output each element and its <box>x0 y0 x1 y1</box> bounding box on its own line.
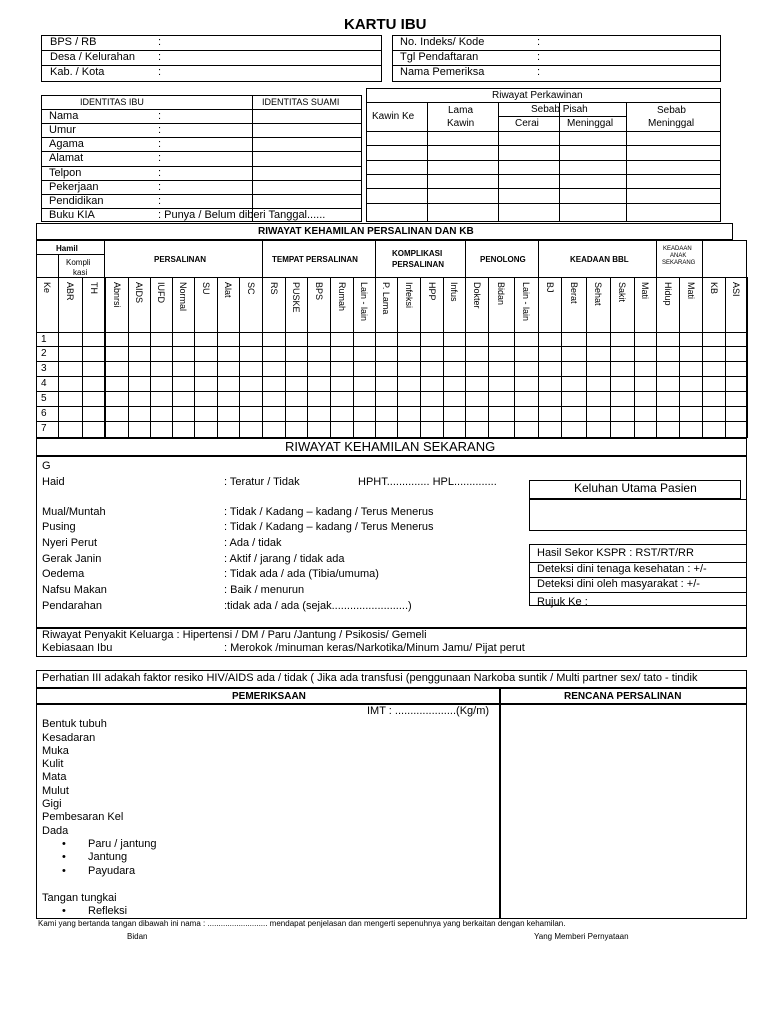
cerai-header: Cerai <box>515 118 539 129</box>
kb-column-header: Rumah <box>336 282 347 312</box>
sebab-header: Sebab <box>657 105 686 116</box>
gravida-label: G <box>42 460 51 472</box>
tempat-header: TEMPAT PERSALINAN <box>272 255 358 264</box>
page-title: KARTU IBU <box>344 16 427 33</box>
bps-label: BPS / RB <box>50 36 97 48</box>
rencana-title: RENCANA PERSALINAN <box>564 691 682 702</box>
identitas-row-value: : <box>158 110 162 122</box>
kb-column-header: Lain - lain <box>359 282 369 322</box>
kb-row-number: 4 <box>41 378 47 389</box>
kota-colon: : <box>158 66 162 78</box>
kspr-text: Hasil Sekor KSPR : RST/RT/RR <box>537 547 694 559</box>
statement-text: Kami yang bertanda tangan dibawah ini nama : ........................... mendapat penjelasan dan mengerti sepenuhnya yang berkaitan dengan kehamilan. <box>38 919 566 928</box>
identitas-row-label: Pekerjaan <box>49 181 99 193</box>
bps-colon: : <box>158 36 162 48</box>
pemeriksaan-item: Gigi <box>42 798 62 810</box>
kb-column-header: Dokter <box>471 282 482 309</box>
kb-column-header: Infeksi <box>403 282 414 309</box>
kb-column-header: Bidan <box>496 282 506 306</box>
bidan-label: Bidan <box>127 932 148 941</box>
kb-column-header: Berat <box>568 282 579 304</box>
kehamilan-item-label: Mual/Muntah <box>42 506 106 518</box>
komplikasi-header-1: KOMPLIKASI <box>392 249 443 258</box>
kb-column-header: Normal <box>178 282 188 312</box>
kehamilan-item-value: :tidak ada / ada (sejak.........................) <box>224 600 412 612</box>
deteksi-masyarakat-text: Deteksi dini oleh masyarakat : +/- <box>537 578 700 590</box>
meninggal-header: Meninggal <box>567 118 614 129</box>
kebiasaan-label: Kebiasaan Ibu <box>42 642 113 654</box>
kb-column-header: Ke <box>42 282 52 294</box>
kehamilan-item-value: : Ada / tidak <box>224 537 282 549</box>
identitas-row-value: : <box>158 167 162 179</box>
kehamilan-item-label: Oedema <box>42 568 85 580</box>
kb-row-number: 1 <box>41 334 47 345</box>
pemeriksaan-item: Mata <box>42 771 67 783</box>
kawin-ke-header: Kawin Ke <box>372 111 415 122</box>
kehamilan-item-value: : Tidak / Kadang – kadang / Terus Menerus <box>224 521 434 533</box>
identitas-row-value: : <box>158 138 162 150</box>
rencana-section[interactable] <box>500 704 747 919</box>
kb-column-header: SC <box>245 282 256 295</box>
penolong-header: PENOLONG <box>480 255 526 264</box>
pemeriksaan-item: Pembesaran Kel <box>42 811 124 823</box>
kb-column-header: ASI <box>731 282 741 297</box>
dada-sub-item: • Paru / jantung <box>88 838 157 851</box>
meninggal2-header: Meninggal <box>648 118 695 129</box>
keadaan-anak-header-3: SEKARANG <box>662 260 696 266</box>
identitas-ibu-header: IDENTITAS IBU <box>80 97 144 107</box>
desa-colon: : <box>158 51 162 63</box>
kb-column-header: Sehat <box>593 282 603 306</box>
pemeriksaan-title: PEMERIKSAAN <box>232 691 306 702</box>
kehamilan-item-value: : Baik / menurun <box>224 584 305 596</box>
kehamilan-item-label: Pusing <box>42 521 76 533</box>
kawin-header: Kawin <box>447 118 475 129</box>
dada-sub-item: • Jantung <box>88 851 127 864</box>
kb-column-header: RS <box>268 282 279 295</box>
kb-column-header: Mati <box>640 282 650 300</box>
kompli-header-1: Kompli <box>66 258 91 267</box>
identitas-row-label: Nama <box>49 110 79 122</box>
kb-column-header: AIDS <box>134 282 144 304</box>
hamil-header: Hamil <box>56 244 78 253</box>
kb-column-header: BJ <box>544 282 555 293</box>
rujuk-text: Rujuk Ke : <box>537 596 588 608</box>
identitas-row-value: : <box>158 124 162 136</box>
identitas-row-value: : <box>158 181 162 193</box>
riwayat-kb-title: RIWAYAT KEHAMILAN PERSALINAN DAN KB <box>258 226 474 237</box>
pemeriksaan-item: Mulut <box>42 785 69 797</box>
kebiasaan-value: : Merokok /minuman keras/Narkotika/Minum Jamu/ Pijat perut <box>224 642 525 654</box>
kb-row-number: 2 <box>41 348 47 359</box>
kb-column-header: IUFD <box>156 282 166 303</box>
identitas-row-label: Telpon <box>49 167 82 179</box>
deteksi-nakes-text: Deteksi dini tenaga kesehatan : +/- <box>537 563 707 575</box>
kb-column-header: Infus <box>449 282 459 302</box>
perkawinan-title: Riwayat Perkawinan <box>492 90 583 101</box>
kb-column-header: P. Lama <box>381 282 391 315</box>
kompli-header-2: kasi <box>73 268 88 277</box>
kb-column-header: HPP <box>426 282 437 301</box>
kota-label: Kab. / Kota <box>50 66 105 78</box>
kb-column-header: Lain - lain <box>521 282 531 322</box>
kehamilan-item-label: Pendarahan <box>42 600 102 612</box>
identitas-row-label: Agama <box>49 138 84 150</box>
pemeriksaan-item: Dada <box>42 825 69 837</box>
kehamilan-item-value: : Tidak / Kadang – kadang / Terus Menerus <box>224 506 434 518</box>
identitas-row-label: Buku KIA <box>49 209 95 221</box>
kb-column-header: PUSKE <box>291 282 301 313</box>
kehamilan-item-value: : Aktif / jarang / tidak ada <box>224 553 345 565</box>
pemberi-pernyataan-label: Yang Memberi Pernyataan <box>534 932 629 941</box>
pemeriksa-colon: : <box>537 66 541 78</box>
kehamilan-item-label: Gerak Janin <box>42 553 102 565</box>
identitas-row-label: Pendidikan <box>49 195 104 207</box>
tangan-sub-item: • Refleksi <box>88 905 127 918</box>
keadaan-anak-header-2: ANAK <box>670 253 687 259</box>
kehamilan-item-label: Nyeri Perut <box>42 537 98 549</box>
pemeriksa-label: Nama Pemeriksa <box>400 66 485 78</box>
identitas-row-value: : Punya / Belum diberi Tanggal...... <box>158 209 326 221</box>
kb-column-header: Hidup <box>662 282 673 306</box>
keluhan-label: Keluhan Utama Pasien <box>574 481 697 495</box>
tgl-daftar-colon: : <box>537 51 541 63</box>
imt-text: IMT : ....................(Kg/m) <box>367 705 490 717</box>
kb-column-header: Sakit <box>617 282 627 303</box>
dada-sub-item: • Payudara <box>88 865 135 878</box>
kb-column-header: Abnrsi <box>111 282 122 308</box>
tangan-tungkai-label: Tangan tungkai <box>42 892 117 904</box>
kehamilan-item-label: Nafsu Makan <box>42 584 107 596</box>
identitas-row-value: : <box>158 152 162 164</box>
kb-column-header: ABR <box>65 282 75 301</box>
kb-column-header: SU <box>200 282 211 295</box>
kehamilan-item-value: : Teratur / Tidak <box>224 476 300 488</box>
keluhan-field[interactable] <box>529 499 747 531</box>
kehamilan-item-value: : Tidak ada / ada (Tibia/umuma) <box>224 568 379 580</box>
keadaan-anak-header-1: KEADAAN <box>663 246 692 252</box>
kehamilan-item-label: Haid <box>42 476 65 488</box>
keadaan-bbl-header: KEADAAN BBL <box>570 255 629 264</box>
sekarang-title: RIWAYAT KEHAMILAN SEKARANG <box>285 439 496 454</box>
persalinan-header: PERSALINAN <box>154 255 207 264</box>
identitas-row-value: : <box>158 195 162 207</box>
identitas-row-label: Alamat <box>49 152 84 164</box>
perhatian-text: Perhatian III adakah faktor resiko HIV/AIDS ada / tidak ( Jika ada transfusi (penggunaan Narkoba suntik / Multi partner sex/ tato - tindik <box>42 672 698 684</box>
kb-row-number: 3 <box>41 363 47 374</box>
kb-column-header: Mati <box>685 282 696 300</box>
pemeriksaan-item: Muka <box>42 745 69 757</box>
kb-row-number: 5 <box>41 393 47 404</box>
riwayat-keluarga-text: Riwayat Penyakit Keluarga : Hipertensi / DM / Paru /Jantung / Psikosis/ Gemeli <box>42 629 427 641</box>
identitas-row-label: Umur <box>49 124 76 136</box>
kb-row-number: 7 <box>41 423 47 434</box>
no-indeks-label: No. Indeks/ Kode <box>400 36 485 48</box>
kb-column-header: Alat <box>223 282 233 298</box>
komplikasi-header-2: PERSALINAN <box>392 260 445 269</box>
lama-header: Lama <box>448 105 474 116</box>
desa-label: Desa / Kelurahan <box>50 51 135 63</box>
sebab-pisah-header: Sebab Pisah <box>531 104 588 115</box>
pemeriksaan-item: Kulit <box>42 758 64 770</box>
kb-row-number: 6 <box>41 408 47 419</box>
tgl-daftar-label: Tgl Pendaftaran <box>400 51 479 63</box>
kb-column-header: KB <box>708 282 719 295</box>
kb-column-header: BPS <box>313 282 324 301</box>
pemeriksaan-item: Bentuk tubuh <box>42 718 107 730</box>
pemeriksaan-item: Kesadaran <box>42 732 96 744</box>
hpht-hpl-text: HPHT.............. HPL.............. <box>358 476 497 488</box>
identitas-suami-header: IDENTITAS SUAMI <box>262 97 340 107</box>
no-indeks-colon: : <box>537 36 541 48</box>
kb-column-header: TH <box>88 282 99 294</box>
